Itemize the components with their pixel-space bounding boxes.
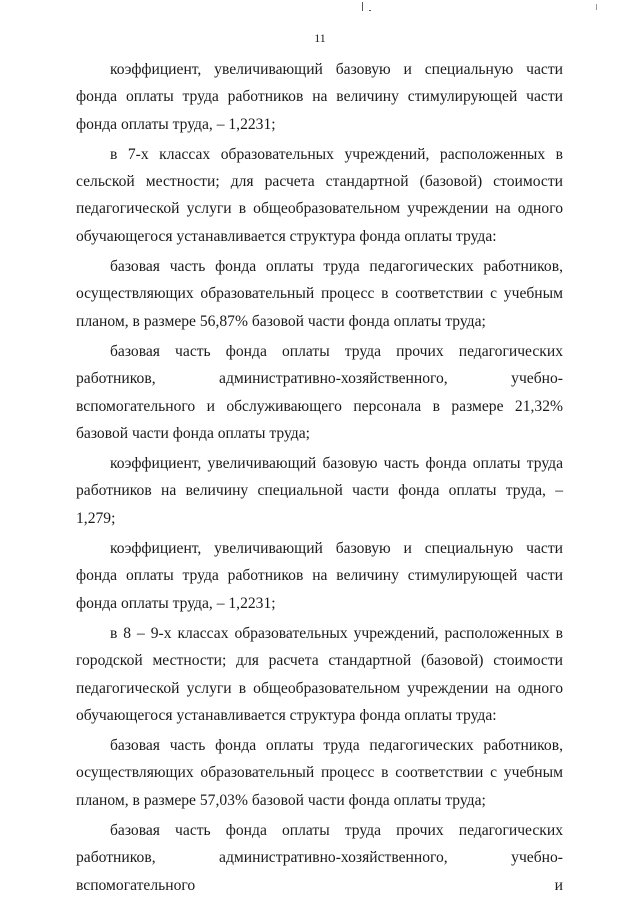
paragraph: в 8 – 9-х классах образовательных учреждений, расположенных в городской местности; для расчета стандартной (базовой) стоимости педагогической услуги в общеобразовательном учреждении на одного обучающегося устанавливается структура фонда оплаты труда:: [76, 624, 563, 724]
paragraph: базовая часть фонда оплаты труда прочих педагогических работников, административно-хозяйственного, учебно-вспомогательного и обслуживающего персонала в размере 21,32% базовой части фонда оплаты труда;: [76, 342, 563, 442]
paragraph: базовая часть фонда оплаты труда педагогических работников, осуществляющих образовательный процесс в соответствии с учебным планом, в размере 57,03% базовой части фонда оплаты труда;: [76, 737, 563, 809]
document-body: [76, 56, 563, 902]
paragraph: коэффициент, увеличивающий базовую часть фонда оплаты труда работников на величину специальной части фонда оплаты труда, – 1,279;: [76, 455, 563, 527]
paragraph: в 7-х классах образовательных учреждений, расположенных в сельской местности; для расчета стандартной (базовой) стоимости педагогической услуги в общеобразовательном учреждении на одного обучающегося устанавливается структура фонда оплаты труда:: [76, 145, 563, 245]
paragraph: коэффициент, увеличивающий базовую и специальную части фонда оплаты труда работников на величину стимулирующей части фонда оплаты труда, – 1,2231;: [76, 540, 563, 612]
paragraph: базовая часть фонда оплаты труда педагогических работников, осуществляющих образовательный процесс в соответствии с учебным планом, в размере 56,87% базовой части фонда оплаты труда;: [76, 258, 563, 330]
scan-mark: [596, 4, 597, 10]
paragraph: коэффициент, увеличивающий базовую и специальную части фонда оплаты труда работников на величину стимулирующей части фонда оплаты труда, – 1,2231;: [76, 61, 563, 133]
scan-mark: [362, 2, 363, 11]
scan-mark: [369, 10, 371, 11]
page-number: 11: [314, 31, 326, 45]
paragraph: базовая часть фонда оплаты труда прочих педагогических работников, административно-хозяйственного, учебно-вспомогательного и: [76, 822, 563, 894]
